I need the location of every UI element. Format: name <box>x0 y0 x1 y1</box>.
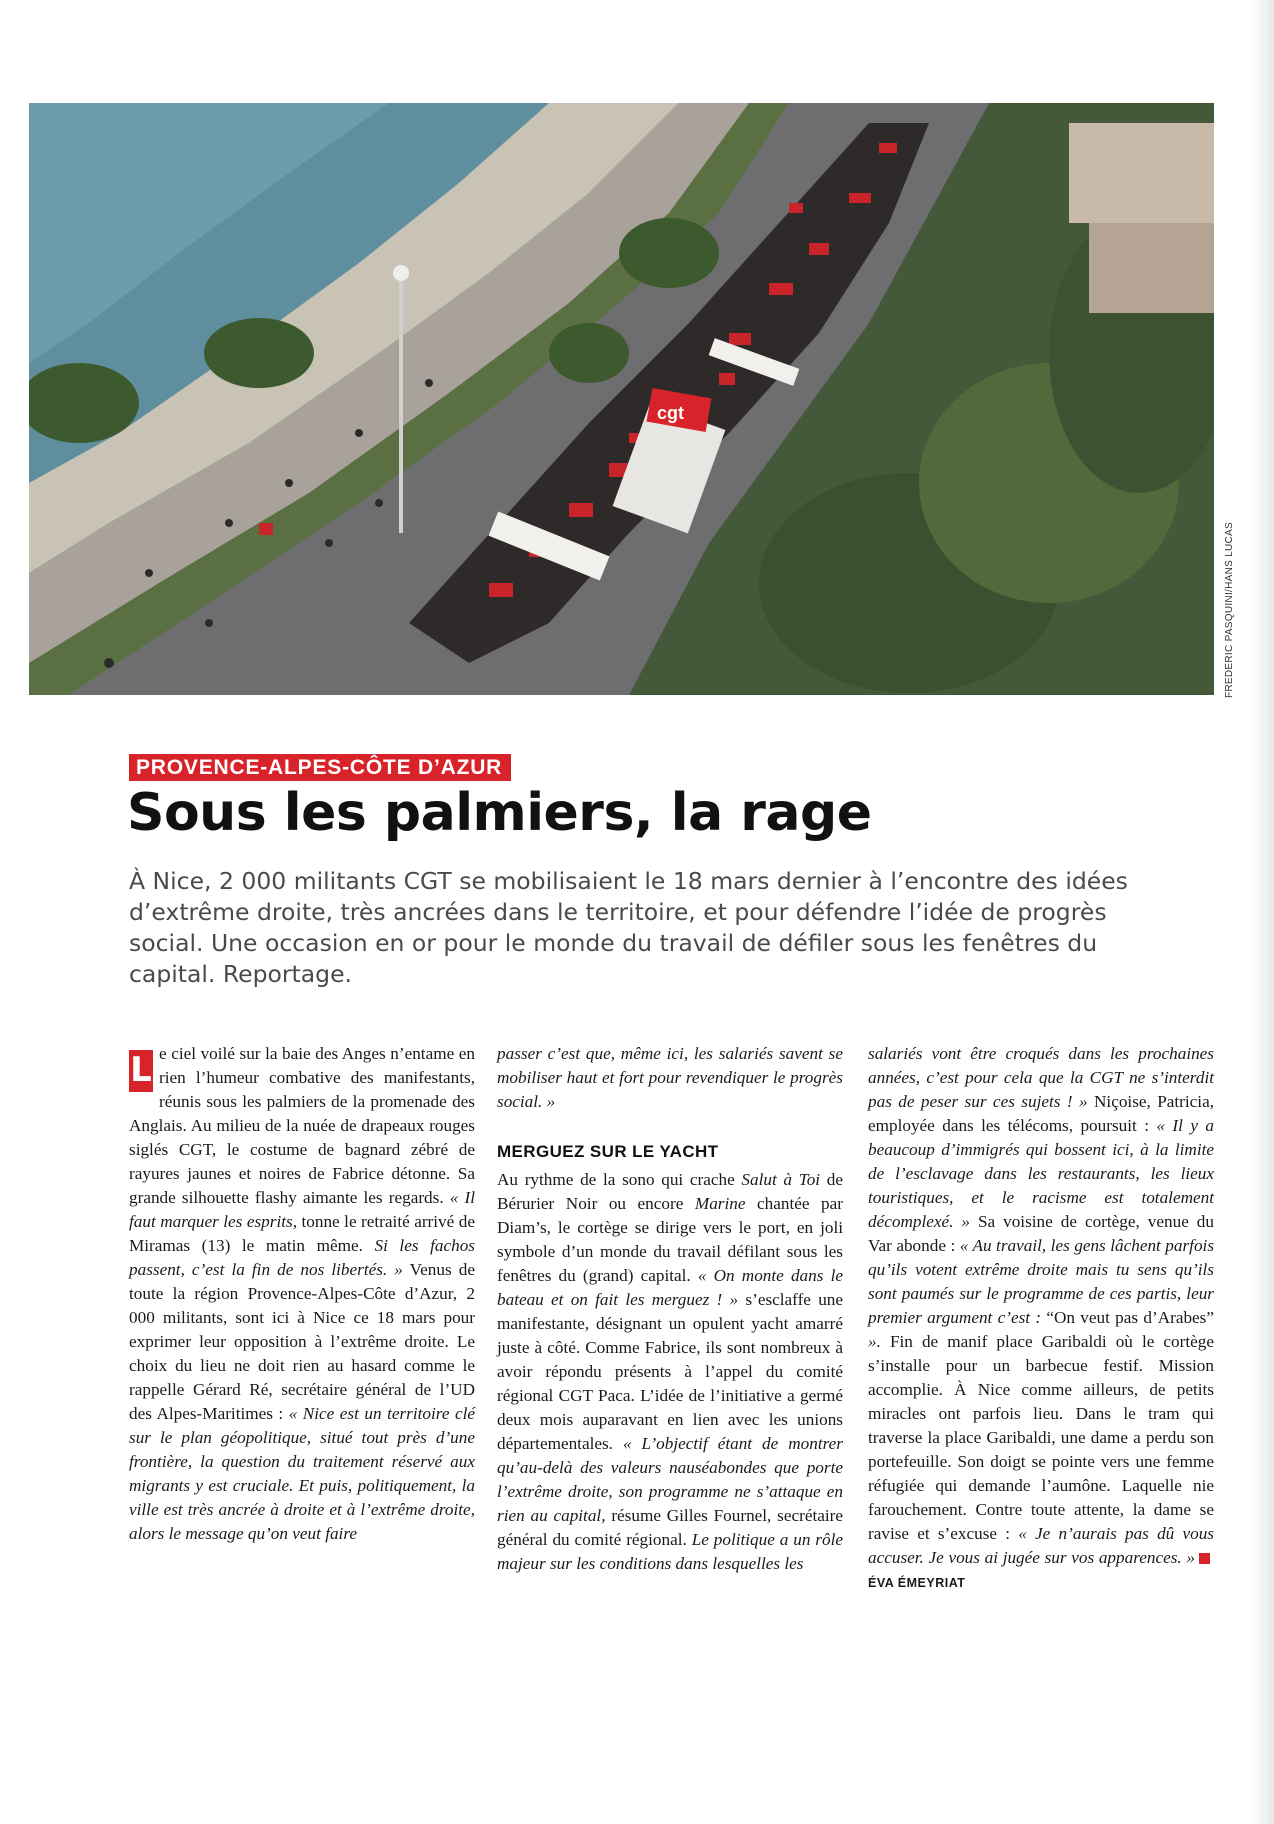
drop-cap: L <box>130 1050 152 1090</box>
region-kicker: PROVENCE-ALPES-CÔTE D’AZUR <box>129 754 511 781</box>
van-banner-text: cgt <box>657 403 684 423</box>
standfirst: À Nice, 2 000 militants CGT se mobilisaient le 18 mars dernier à l’encontre des idées d’extrême droite, très ancrées dans le territoire, et pour défendre l’idée de progrès social. Une occasion en or pour le monde du travail de défiler sous les fenêtres du capital. Reportage. <box>129 867 1128 988</box>
article-column-3 <box>868 1042 1214 1595</box>
author-signature: ÉVA ÉMEYRIAT <box>868 1576 966 1590</box>
lead-photo <box>29 103 1214 695</box>
end-mark-square <box>1199 1553 1210 1564</box>
subheading: MERGUEZ SUR LE YACHT <box>497 1142 719 1161</box>
photo-credit: FREDERIC PASQUINI/HANS LUCAS <box>1224 521 1235 698</box>
paragraph: passer c’est que, même ici, les salariés savent se mobiliser haut et fort pour revendiquer le progrès social. » <box>497 1044 843 1111</box>
paragraph: salariés vont être croqués dans les prochaines années, c’est pour cela que la CGT ne s’interdit pas de peser sur ces sujets ! » Niçoise, Patricia, employée dans les télécoms, poursuit : « Il y a beaucoup d’immigrés qui bossent ici, à la limite de l’esclavage dans les restaurants, les lieux touristiques, et le racisme est totalement décomplexé. » Sa voisine de cortège, venue du Var abonde : « Au travail, les gens lâchent parfois qu’ils votent extrême droite mais tu sens qu’ils sont paumés sur le programme de ces partis, leur premier argument c’est : “On veut pas d’Arabes” ». Fin de manif place Garibaldi où le cortège s’installe pour un barbecue festif. Mission accomplie. À Nice comme ailleurs, de petits miracles ont parfois lieu. Dans le tram qui traverse la place Garibaldi, une dame a perdu son portefeuille. Son doigt se pointe vers une femme réfugiée qui demande l’aumône. Laquelle nie farouchement. Contre toute attente, la dame se ravise et s’excuse : « Je n’aurais pas dû vous accuser. Je vous ai jugée sur vos apparences. »ÉVA ÉMEYRIAT <box>868 1044 1215 1590</box>
headline: Sous les palmiers, la rage <box>127 783 872 843</box>
page-edge-shadow <box>1252 0 1274 1824</box>
article-column-1 <box>129 1042 475 1546</box>
paragraph: Au rythme de la sono qui crache Salut à Toi de Bérurier Noir ou encore Marine chantée par Diam’s, le cortège se dirige vers le port, en joli symbole d’un monde du travail défilant sous les fenêtres du (grand) capital. « On monte dans le bateau et on fait les merguez ! » s’esclaffe une manifestante, désignant un opulent yacht amarré juste à côté. Comme Fabrice, ils sont nombreux à avoir répondu présents à l’appel du comité régional CGT Paca. L’idée de l’initiative a germé deux mois auparavant en lien avec les unions départementales. « L’objectif étant de montrer qu’au-delà des valeurs nauséabondes que porte l’extrême droite, son programme ne s’attaque en rien au capital, résume Gilles Fournel, secrétaire général du comité régional. Le politique a un rôle majeur sur les conditions dans lesquelles les <box>497 1170 844 1573</box>
paragraph: L e ciel voilé sur la baie des Anges n’entame en rien l’humeur combative des manifestants, réunis sous les palmiers de la promenade des Anglais. Au milieu de la nuée de drapeaux rouges siglés CGT, le costume de bagnard zébré de rayures jaunes et noires de Fabrice détonne. Sa grande silhouette flashy aimante les regards. « Il faut marquer les esprits, tonne le retraité arrivé de Miramas (13) le matin même. Si les fachos passent, c’est la fin de nos libertés. » Venus de toute la région Provence-Alpes-Côte d’Azur, 2 000 militants, sont ici à Nice ce 18 mars pour exprimer leur opposition à l’extrême droite. Le choix du lieu ne doit rien au hasard comme le rappelle Gérard Ré, secrétaire général de l’UD des Alpes-Maritimes : « Nice est un territoire clé sur le plan géopolitique, situé tout près d’une frontière, la question du traitement réservé aux migrants y est cruciale. Et puis, politiquement, la ville est très ancrée à droite et à l’extrême droite, alors le message qu’on veut faire <box>129 1044 476 1543</box>
kicker-wrap <box>129 754 511 781</box>
article-column-2 <box>497 1042 843 1576</box>
